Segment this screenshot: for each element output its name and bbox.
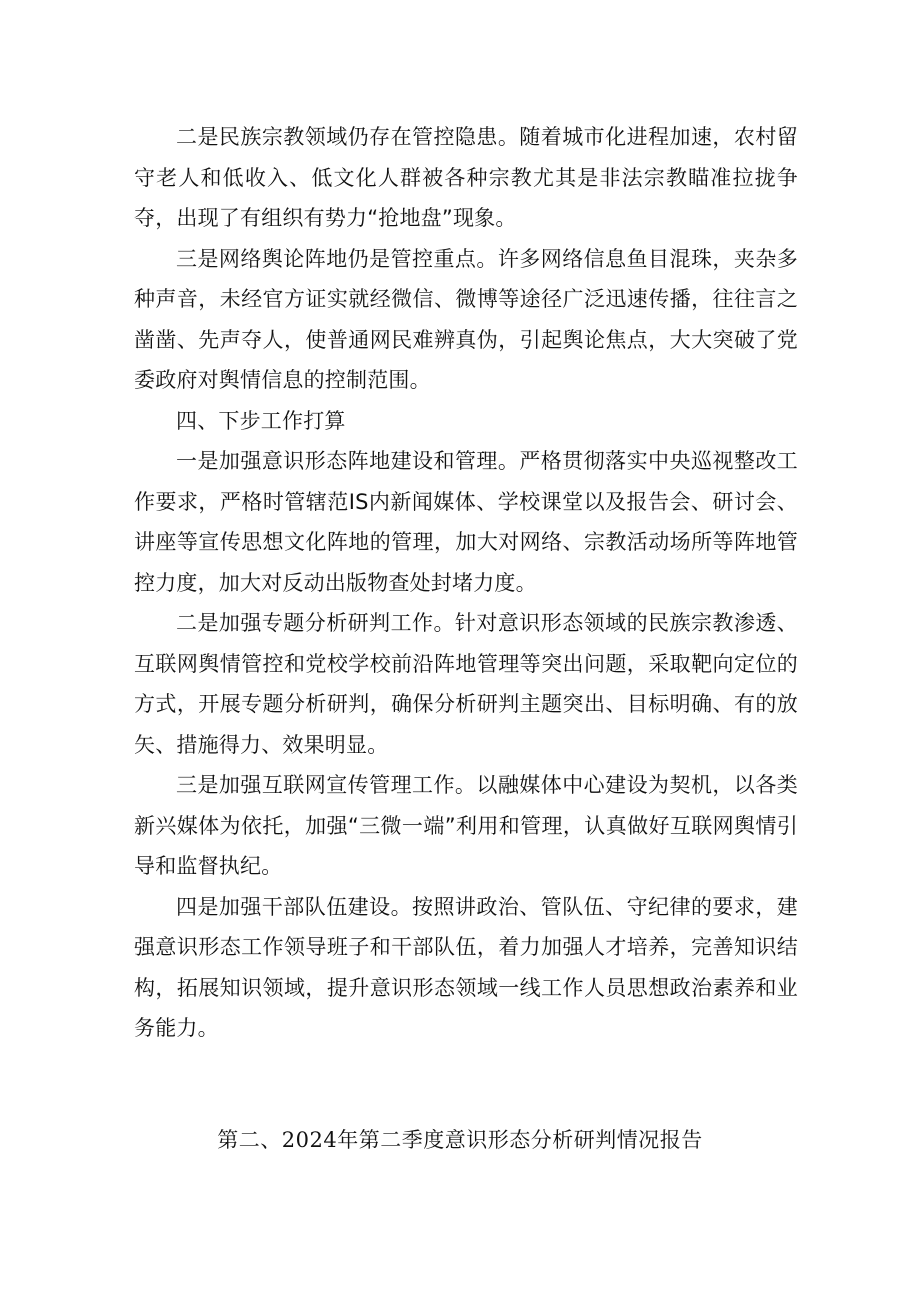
paragraph-ethnic-religion: 二是民族宗教领域仍存在管控隐患。随着城市化进程加速，农村留守老人和低收入、低文化人群被各种宗教尤其是非法宗教瞄准拉拢争夺，出现了有组织有势力“抢地盘”现象。 (134, 125, 798, 230)
paragraph-special-analysis: 二是加强专题分析研判工作。针对意识形态领域的民族宗教渗透、互联网舆情管控和党校学校前沿阵地管理等突出问题，采取靶向定位的方式，开展专题分析研判，确保分析研判主题突出、目标明确、有的放矢、措施得力、效果明显。 (134, 611, 798, 757)
section-heading: 四、下步工作打算 (176, 408, 346, 433)
document-body (134, 117, 798, 1049)
paragraph-network-opinion: 三是网络舆论阵地仍是管控重点。许多网络信息鱼目混珠，夹杂多种声音，未经官方证实就经微信、微博等途径广泛迅速传播，往往言之凿凿、先声夺人，使普通网民难辨真伪，引起舆论焦点，大大突破了党委政府对舆情信息的控制范围。 (134, 246, 798, 392)
paragraph-internet-publicity: 三是加强互联网宣传管理工作。以融媒体中心建设为契机，以各类新兴媒体为依托，加强“三微一端”利用和管理，认真做好互联网舆情引导和监督执纪。 (134, 773, 798, 878)
paragraph-cadre-team: 四是加强干部队伍建设。按照讲政治、管队伍、守纪律的要求，建强意识形态工作领导班子和干部队伍，着力加强人才培养，完善知识结构，拓展知识领域，提升意识形态领域一线工作人员思想政治素养和业务能力。 (134, 894, 798, 1040)
paragraph-position-building: 一是加强意识形态阵地建设和管理。严格贯彻落实中央巡视整改工作要求，严格时管辖范IS内新闻媒体、学校课堂以及报告会、研讨会、讲座等宣传思想文化阵地的管理，加大对网络、宗教活动场所等阵地管控力度，加大对反动出版物查处封堵力度。 (134, 449, 798, 595)
next-report-title: 第二、2024年第二季度意识形态分析研判情况报告 (217, 1128, 703, 1152)
